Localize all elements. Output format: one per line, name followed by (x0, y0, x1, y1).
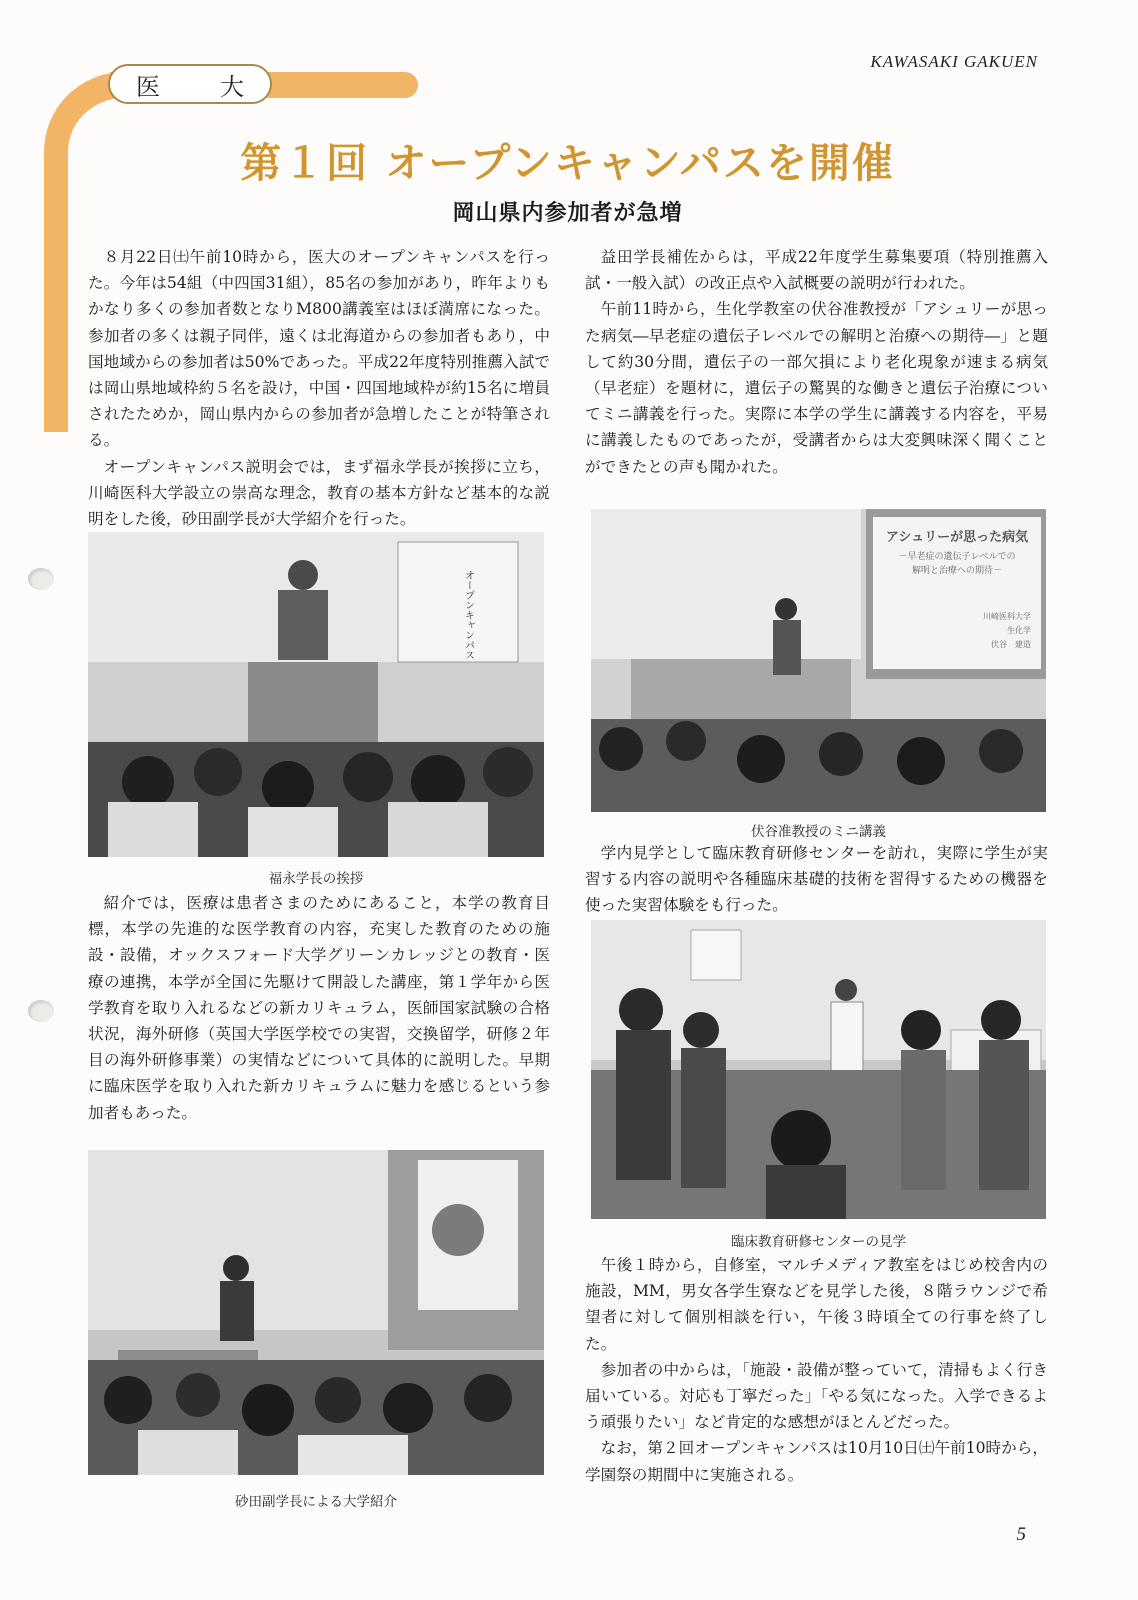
section-label-left: 医 (136, 72, 160, 101)
photo-vice-president-intro (88, 1150, 544, 1475)
article-title: 第１回 オープンキャンパスを開催 (240, 139, 895, 187)
running-head: KAWASAKI GAKUEN (870, 52, 1038, 71)
right-column-middle (585, 840, 1048, 919)
right-column-bottom (585, 1252, 1048, 1488)
caption-clinical-center-tour: 臨床教育研修センターの見学 (731, 1234, 906, 1250)
photo-president-greeting (88, 532, 544, 857)
section-label-right: 大 (220, 72, 244, 101)
right-column-top (585, 244, 1048, 480)
binder-hole-top (28, 568, 54, 590)
paragraph: 紹介では，医療は患者さまのためにあること，本学の教育目標，本学の先進的な医学教育の内容，充実した教育のための施設・設備，オックスフォード大学グリーンカレッジとの教育・医療の連携，本学が全国に先駆けて開設した講座，第１学年から医学教育を取り入れるなどの新カリキュラム，医師国家試験の合格状況，海外研修（英国大学医学校での実習，交換留学，研修２年目の海外研修事業）の実情などについて具体的に説明した。早期に臨床医学を取り入れた新カリキュラムに魅力を感じるという参加者もあった。 (88, 894, 550, 1122)
paragraph: 午後１時から，自修室，マルチメディア教室をはじめ校舎内の施設，MM，男女各学生寮などを見学した後，８階ラウンジで希望者に対して個別相談を行い，午後３時頃全ての行事を終了した。 (585, 1256, 1048, 1353)
slide-subtitle-2: 解明と治療への期待－ (911, 566, 1003, 576)
slide-title: アシュリーが思った病気 (885, 530, 1029, 545)
slide-affiliation-1: 川崎医科大学 (983, 612, 1031, 621)
page-number: 5 (1016, 1524, 1026, 1545)
slide-affiliation-2: 生化学 (1007, 626, 1031, 635)
section-label (108, 64, 272, 104)
binder-hole-bottom (28, 1000, 54, 1022)
paragraph: オープンキャンパス説明会では，まず福永学長が挨拶に立ち，川崎医科大学設立の崇高な理念，教育の基本方針など基本的な説明をした後，砂田副学長が大学紹介を行った。 (88, 457, 550, 529)
paragraph: 益田学長補佐からは，平成22年度学生募集要項（特別推薦入試・一般入試）の改正点や入試概要の説明が行われた。 (585, 248, 1048, 293)
caption-vice-president-intro: 砂田副学長による大学紹介 (235, 1494, 397, 1510)
caption-mini-lecture: 伏谷准教授のミニ講義 (751, 824, 886, 840)
caption-president-greeting: 福永学長の挨拶 (268, 871, 364, 887)
paragraph: なお，第２回オープンキャンパスは10月10日㈯午前10時から，学園祭の期間中に実施される。 (585, 1439, 1048, 1484)
left-column-middle (88, 890, 550, 1126)
article-subtitle: 岡山県内参加者が急増 (452, 201, 683, 226)
left-column-top (88, 244, 550, 532)
photo-mini-lecture (591, 509, 1046, 812)
paragraph: 参加者の中からは，「施設・設備が整っていて，清掃もよく行き届いている。対応も丁寧だった」「やる気になった。入学できるよう頑張りたい」など肯定的な感想がほとんどだった。 (585, 1360, 1048, 1432)
slide-subtitle-1: －早老症の遺伝子レベルでの (898, 552, 1016, 562)
photo-clinical-center-tour (591, 920, 1046, 1219)
paragraph: 学内見学として臨床教育研修センターを訪れ，実際に学生が実習する内容の説明や各種臨床基礎的技術を習得するための機器を使った実習体験をも行った。 (585, 844, 1048, 915)
paragraph: 午前11時から，生化学教室の伏谷准教授が「アシュリーが思った病気―早老症の遺伝子レベルでの解明と治療への期待―」と題して約30分間，遺伝子の一部欠損により老化現象が速まる病気（早老症）を題材に，遺伝子の驚異的な働きと遺伝子治療についてミニ講義を行った。実際に本学の学生に講義する内容を，平易に講義したものであったが，受講者からは大変興味深く聞くことができたとの声も聞かれた。 (585, 300, 1048, 476)
slide-affiliation-3: 伏谷 建造 (991, 640, 1031, 649)
paragraph: ８月22日㈯午前10時から，医大のオープンキャンパスを行った。今年は54組（中四国31組），85名の参加があり，昨年よりもかなり多くの参加者数となりM800講義室はほぼ満席になった。参加者の多くは親子同伴，遠くは北海道からの参加者もあり，中国地域からの参加者は50%であった。平成22年度特別推薦入試では岡山県地域枠約５名を設け，中国・四国地域枠が約15名に増員されたためか，岡山県内からの参加者が急増したことが特筆される。 (88, 248, 550, 450)
photo-sign: オープンキャンパス (462, 570, 474, 660)
